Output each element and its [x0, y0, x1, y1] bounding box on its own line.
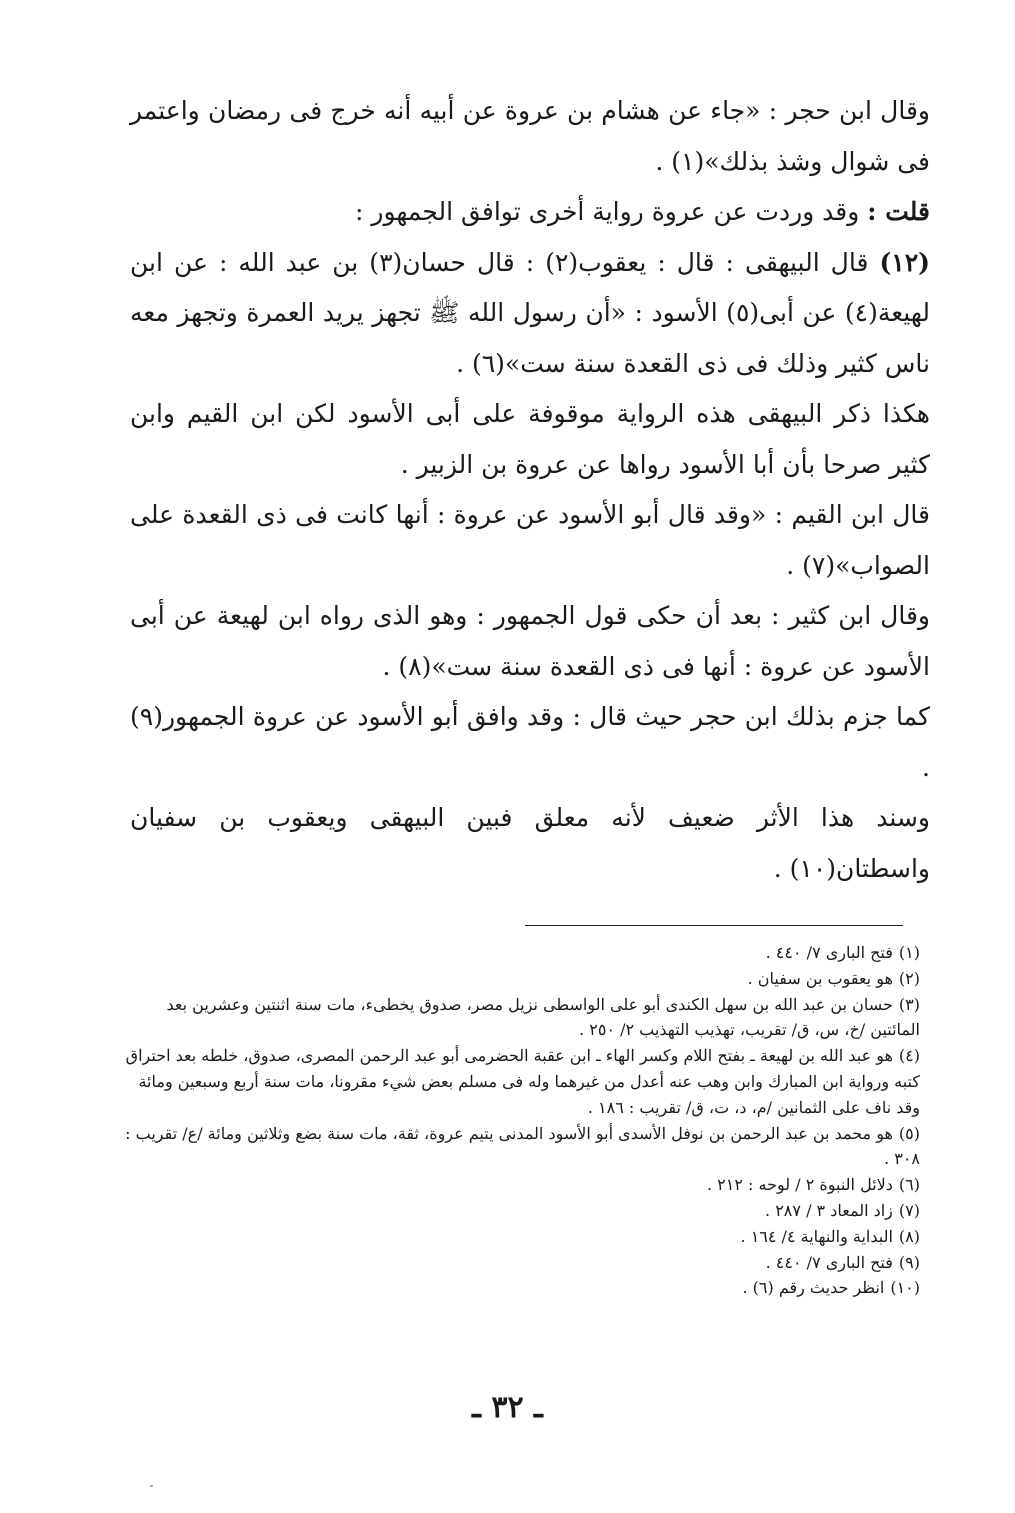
footnote — [120, 966, 920, 992]
footnote-text: هو محمد بن عبد الرحمن بن نوفل الأسدى أبو الأسود المدنى يتيم عروة، ثقة، مات سنة بضع وثلاثين ومائة /ع/ تقريب : ٣٠٨ . — [125, 1123, 920, 1169]
paragraph-text: وقال ابن حجر : «جاء عن هشام بن عروة عن أبيه أنه خرج فى رمضان واعتمر فى شوال وشذ بذلك»(١) . — [130, 96, 930, 176]
main-text — [130, 86, 930, 894]
hadith-number: (١٢) — [879, 247, 930, 277]
footnote-number: (٥) — [898, 1123, 920, 1143]
footnote-text: فتح البارى ٧/ ٤٤٠ . — [765, 1252, 893, 1272]
footnote-number: (٢) — [898, 968, 920, 988]
footnote-number: (٤) — [898, 1046, 920, 1066]
footnote-text: حسان بن عبد الله بن سهل الكندى أبو على الواسطى نزيل مصر، صدوق يخطىء، مات سنة اثنتين وعشرين بعد المائتين /خ، س، ق/ تقريب، تهذيب التهذيب ٢/ ٢٥٠ . — [166, 994, 920, 1040]
footnote-number: (٧) — [898, 1200, 920, 1220]
footnote-text: فتح البارى ٧/ ٤٤٠ . — [765, 943, 893, 962]
footnote-number: (٣) — [898, 994, 920, 1014]
footnote — [120, 940, 920, 966]
footnote-text: انظر حديث رقم (٦) . — [742, 1278, 885, 1298]
footnote — [120, 1198, 920, 1224]
footnote — [120, 1121, 920, 1173]
paragraph-text: وسند هذا الأثر ضعيف لأنه معلق فبين البيهقى ويعقوب بن سفيان واسطتان(١٠) . — [130, 803, 930, 883]
paragraph — [130, 238, 930, 390]
footnote-text: دلائل النبوة ٢ / لوحه : ٢١٢ . — [707, 1175, 893, 1195]
footnote — [120, 992, 920, 1044]
footnote-number: (٨) — [898, 1226, 920, 1246]
paragraph — [130, 187, 930, 238]
paragraph-lead: قلت : — [867, 197, 930, 226]
footnote-number: (٩) — [898, 1252, 920, 1272]
footnote — [120, 1224, 920, 1250]
footnote — [120, 1275, 920, 1301]
footnote-number: (٦) — [898, 1175, 920, 1195]
footnote — [120, 1250, 920, 1276]
footnote-text: هو يعقوب بن سفيان . — [747, 968, 893, 988]
footnote-text: البداية والنهاية ٤/ ١٦٤ . — [740, 1226, 893, 1246]
footnote-number: (١٠) — [890, 1278, 920, 1298]
paragraph — [130, 793, 930, 894]
footnote-number: (١) — [898, 943, 920, 962]
paragraph — [130, 591, 930, 692]
paragraph-text: كما جزم بذلك ابن حجر حيث قال : وقد وافق أبو الأسود عن عروة الجمهور(٩) . — [130, 702, 930, 782]
paragraph-text: وقد وردت عن عروة رواية أخرى توافق الجمهور : — [355, 197, 868, 226]
paragraph-text: هكذا ذكر البيهقى هذه الرواية موقوفة على أبى الأسود لكن ابن القيم وابن كثير صرحا بأن أبا الأسود رواها عن عروة بن الزبير . — [130, 399, 930, 479]
paragraph — [130, 86, 930, 187]
paragraph-text: قال ابن القيم : «وقد قال أبو الأسود عن عروة : أنها كانت فى ذى القعدة على الصواب»(٧) . — [130, 500, 930, 580]
scan-speck — [150, 1485, 153, 1487]
paragraph — [130, 389, 930, 490]
footnote — [120, 1043, 920, 1120]
footnote-text: زاد المعاد ٣ / ٢٨٧ . — [765, 1200, 893, 1220]
paragraph — [130, 692, 930, 793]
paragraph — [130, 490, 930, 591]
footnote-separator — [525, 925, 903, 926]
footnote — [120, 1172, 920, 1198]
footnote-text: هو عبد الله بن لهيعة ـ بفتح اللام وكسر الهاء ـ ابن عقبة الحضرمى أبو عبد الرحمن المصرى، صدوق، خلطه بعد احتراق كتبه ورواية ابن المبارك وابن وهب عنه أعدل من غيرهما وله فى مسلم بعض شيء مقرونا، مات سنة أربع وسبعين ومائة وقد ناف على الثمانين /م، د، ت، ق/ تقريب : ١٨٦ . — [125, 1046, 920, 1117]
paragraph-text: وقال ابن كثير : بعد أن حكى قول الجمهور : وهو الذى رواه ابن لهيعة عن أبى الأسود عن عروة : أنها فى ذى القعدة سنة ست»(٨) . — [130, 601, 930, 681]
page-number: ـ ٣٢ ـ — [472, 1390, 543, 1425]
footnotes — [120, 940, 920, 1301]
paragraph-text: قال البيهقى : قال : يعقوب(٢) : قال حسان(٣) بن عبد الله : عن ابن لهيعة(٤) عن أبى(٥) الأسود : «أن رسول الله ﷺ تجهز يريد العمرة وتجهز معه ناس كثير وذلك فى ذى القعدة سنة ست»(٦) . — [130, 247, 930, 378]
